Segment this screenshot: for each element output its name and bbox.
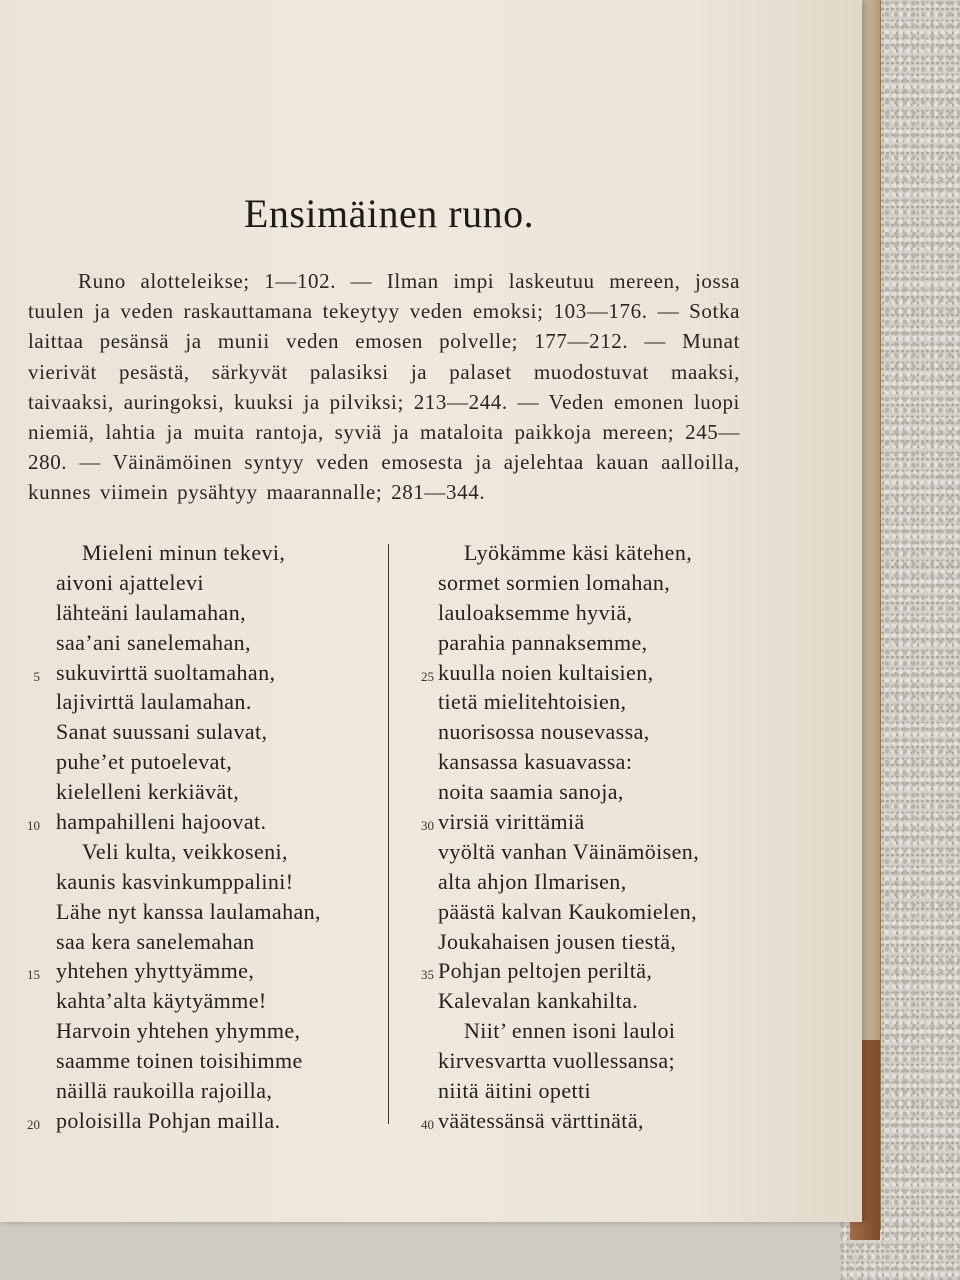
page-title: Ensimäinen runo.: [243, 191, 535, 236]
verse-text: tietä mielitehtoisien,: [438, 689, 627, 715]
verse-line: [0, 598, 380, 628]
verse-line: [394, 837, 814, 867]
verse-line: [394, 777, 814, 807]
verse-line: [0, 1106, 380, 1136]
verse-line: [394, 1106, 814, 1136]
verse-line: [394, 956, 814, 986]
verse-text: lähteäni laulamahan,: [56, 599, 247, 625]
verse-line: [0, 837, 380, 867]
verse-line: [394, 538, 814, 568]
verse-line: [394, 897, 814, 927]
verse-text: Harvoin yhtehen yhymme,: [56, 1018, 301, 1044]
verse-text: hampahilleni hajoovat.: [56, 809, 267, 835]
verse-text: parahia pannaksemme,: [438, 629, 648, 655]
verse-text: virsiä virittämiä: [438, 809, 585, 835]
verse-line: [394, 1076, 814, 1106]
chapter-summary: Runo alotteleikse; 1—102. — Ilman impi laskeutuu mereen, jossa tuulen ja veden raskauttamana tekeytyy veden emoksi; 103—176. — Sotka laittaa pesänsä ja munii veden emosen polvelle; 177—212. — Munat vierivät pesästä, särkyvät palasiksi ja palaset muodostuvat maaksi, taivaaksi, auringoksi, kuuksi ja pilviksi; 213—244. — Veden emonen luopi niemiä, lahtia ja muita rantoja, syviä ja mataloita paikkoja mereen; 245—280. — Väinämöinen syntyy veden emosesta ja ajelehtaa kauan aalloilla, kunnes viimein pysähtyy maarannalle; 281—344.: [28, 269, 740, 505]
column-divider: [388, 544, 389, 1124]
verse-line: [394, 658, 814, 688]
verse-text: noita saamia sanoja,: [438, 779, 624, 805]
verse-text: Sanat suussani sulavat,: [56, 719, 268, 745]
verse-text: aivoni ajattelevi: [56, 569, 204, 595]
verse-line: [0, 747, 380, 777]
verse-text: vyöltä vanhan Väinämöisen,: [438, 838, 700, 864]
verse-text: kuulla noien kultaisien,: [438, 659, 654, 685]
verse-text: sormet sormien lomahan,: [438, 569, 671, 595]
verse-line: [394, 1046, 814, 1076]
verse-text: Lyökämme käsi kätehen,: [464, 540, 693, 565]
verse-text: Joukahaisen jousen tiestä,: [438, 928, 677, 954]
verse-text: saa’ani sanelemahan,: [56, 629, 251, 655]
verse-line: [0, 687, 380, 717]
verse-text: poloisilla Pohjan mailla.: [56, 1107, 281, 1133]
right-verse-column: [394, 538, 814, 1136]
verse-text: Kalevalan kankahilta.: [438, 988, 639, 1014]
verse-text: Lähe nyt kanssa laulamahan,: [56, 898, 321, 924]
verse-text: Niit’ ennen isoni lauloi: [464, 1018, 676, 1044]
verse-line: [394, 568, 814, 598]
line-number: 40: [421, 1116, 434, 1132]
verse-text: nuorisossa nousevassa,: [438, 719, 650, 745]
verse-line: [394, 628, 814, 658]
verse-text: kirvesvartta vuollessansa;: [438, 1048, 676, 1074]
verse-line: [0, 867, 380, 897]
verse-text: näillä raukoilla rajoilla,: [56, 1078, 273, 1104]
verse-line: [394, 687, 814, 717]
verse-line: [0, 658, 380, 688]
verse-line: [0, 777, 380, 807]
verse-text: Pohjan peltojen periltä,: [438, 958, 653, 984]
verse-line: [394, 717, 814, 747]
verse-text: kahta’alta käytyämme!: [56, 988, 267, 1014]
line-number: 30: [421, 818, 434, 834]
verse-line: [0, 986, 380, 1016]
verse-text: Veli kulta, veikkoseni,: [82, 838, 288, 864]
verse-text: väätessänsä värttinätä,: [438, 1107, 644, 1133]
verse-line: [0, 897, 380, 927]
verse-line: [394, 927, 814, 957]
verse-text: alta ahjon Ilmarisen,: [438, 868, 627, 894]
verse-line: [0, 717, 380, 747]
verse-line: [394, 986, 814, 1016]
line-number: 10: [27, 818, 40, 834]
verse-line: [0, 927, 380, 957]
verse-text: päästä kalvan Kaukomielen,: [438, 898, 698, 924]
verse-text: kaunis kasvinkumppalini!: [56, 868, 294, 894]
verse-line: [0, 628, 380, 658]
verse-line: [0, 807, 380, 837]
verse-text: kansassa kasuavassa:: [438, 749, 633, 775]
verse-text: saa kera sanelemahan: [56, 928, 255, 954]
line-number: 35: [421, 967, 434, 983]
verse-line: [0, 956, 380, 986]
verse-line: [394, 747, 814, 777]
verse-line: [0, 568, 380, 598]
verse-text: lauloaksemme hyviä,: [438, 599, 633, 625]
verse-line: [394, 867, 814, 897]
verse-line: [0, 538, 380, 568]
verse-text: kielelleni kerkiävät,: [56, 779, 240, 805]
verse-text: yhtehen yhyttyämme,: [56, 958, 255, 984]
verse-line: [0, 1046, 380, 1076]
verse-line: [394, 598, 814, 628]
verse-line: [394, 807, 814, 837]
verse-text: lajivirttä laulamahan.: [56, 689, 252, 715]
verse-line: [0, 1016, 380, 1046]
verse-text: Mieleni minun tekevi,: [82, 540, 286, 565]
left-verse-column: [0, 538, 380, 1136]
verse-line: [0, 1076, 380, 1106]
verse-text: puhe’et putoelevat,: [56, 749, 233, 775]
verse-text: niitä äitini opetti: [438, 1078, 592, 1104]
line-number: 25: [421, 668, 434, 684]
line-number: 15: [27, 967, 40, 983]
verse-line: [394, 1016, 814, 1046]
verse-text: saamme toinen toisihimme: [56, 1048, 303, 1074]
verse-text: sukuvirttä suoltamahan,: [56, 659, 276, 685]
line-number: 20: [27, 1116, 40, 1132]
line-number: 5: [33, 668, 40, 684]
